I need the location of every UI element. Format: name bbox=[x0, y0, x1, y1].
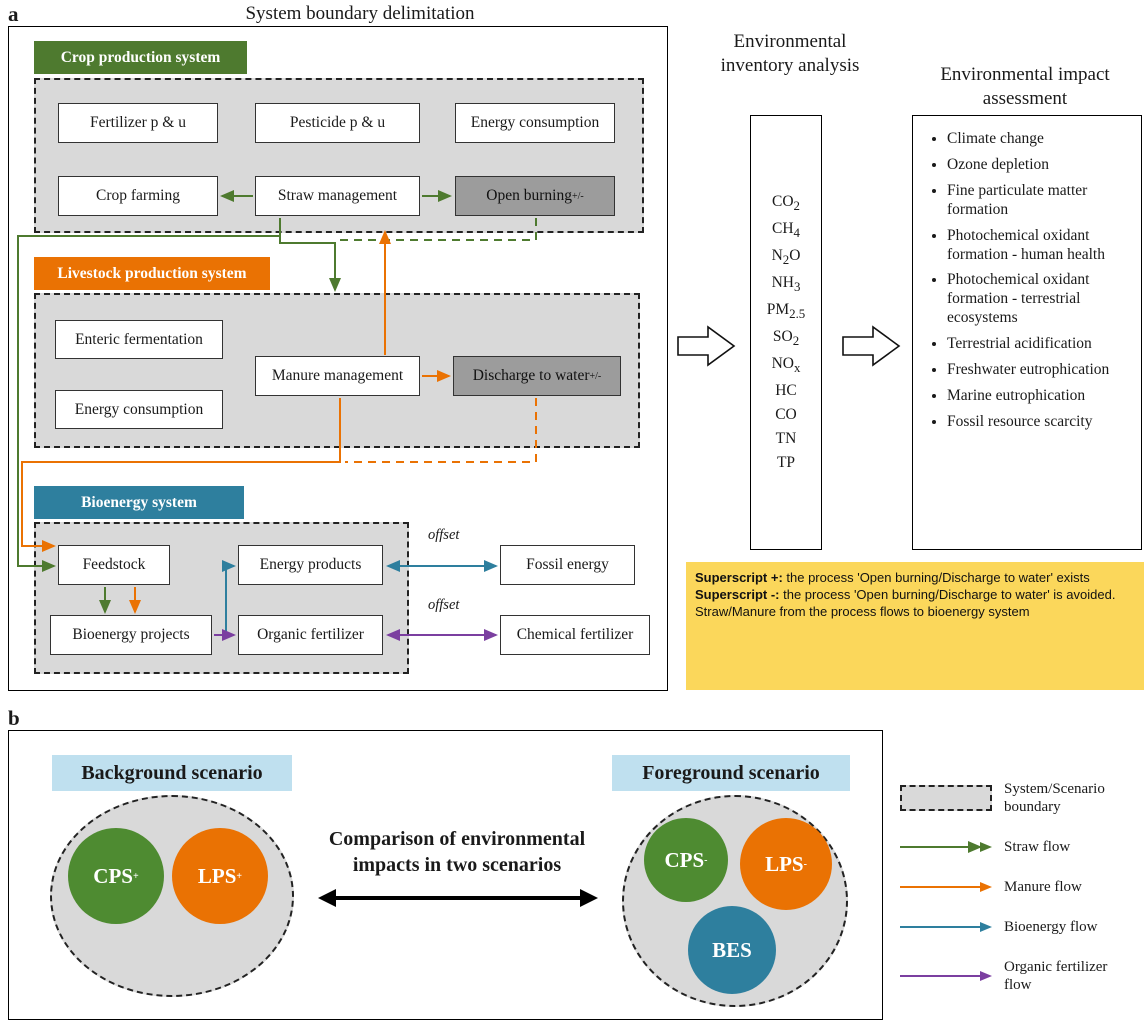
circle-cps-foreground bbox=[644, 818, 728, 902]
panel-a-arrows bbox=[0, 0, 700, 700]
box-fertilizer-label: Fertilizer p & u bbox=[90, 114, 186, 131]
box-energy-consumption-crop-label: Energy consumption bbox=[470, 114, 600, 131]
box-discharge-sup: +/- bbox=[589, 370, 602, 382]
note-line1-text: the process 'Open burning/Discharge to water' exists bbox=[782, 570, 1090, 585]
box-straw-management-label: Straw management bbox=[277, 187, 398, 204]
box-feedstock-label: Feedstock bbox=[82, 556, 146, 573]
legend-item-straw bbox=[900, 838, 1140, 856]
box-organic-fertilizer-label: Organic fertilizer bbox=[257, 626, 364, 643]
circle-bes-foreground bbox=[688, 906, 776, 994]
inventory-box bbox=[750, 115, 822, 550]
box-fossil-energy-label: Fossil energy bbox=[526, 556, 609, 573]
impact-item: • Fine particulate matter formation bbox=[947, 182, 1133, 220]
circle-cps-foreground-label: CPS bbox=[664, 847, 705, 872]
legend-bioenergy-arrow bbox=[900, 920, 992, 934]
inv-item: CO bbox=[775, 406, 797, 424]
impact-item: • Ozone depletion bbox=[947, 156, 1133, 175]
box-chemical-fertilizer-label: Chemical fertilizer bbox=[516, 626, 634, 643]
comparison-arrow bbox=[318, 885, 598, 911]
impact-item: • Climate change bbox=[947, 130, 1133, 149]
inv-item: $CO_2$ bbox=[772, 192, 800, 213]
inv-item: $PM_{2.5}$ bbox=[766, 301, 806, 322]
impact-item: • Photochemical oxidant formation - human health bbox=[947, 227, 1133, 265]
box-open-burning-label: Open burning bbox=[486, 187, 572, 204]
box-open-burning-sup: +/- bbox=[571, 190, 584, 202]
legend-item-fertilizer bbox=[900, 958, 1140, 994]
legend-fertilizer-label: Organic fertilizer flow bbox=[1004, 959, 1108, 993]
system-boundary-title: System boundary delimitation bbox=[245, 3, 475, 24]
inv-item: HC bbox=[775, 382, 797, 400]
inv-item: $N_2O$ bbox=[771, 246, 801, 267]
circle-lps-background-sup: + bbox=[236, 870, 243, 882]
legend-item-manure bbox=[900, 878, 1140, 896]
legend-manure-arrow bbox=[900, 880, 992, 894]
panel-b-label: b bbox=[8, 706, 20, 730]
circle-lps-background-label: LPS bbox=[197, 863, 237, 888]
circle-lps-foreground bbox=[740, 818, 832, 910]
inv-item: $CH_4$ bbox=[772, 219, 800, 240]
flow-arrow-2 bbox=[841, 325, 903, 367]
offset-label-fertilizer: offset bbox=[428, 597, 460, 613]
note-line2-bold: Superscript -: bbox=[695, 587, 780, 603]
box-manure-management-label: Manure management bbox=[271, 367, 404, 384]
impact-box bbox=[912, 115, 1142, 550]
circle-cps-background-sup: + bbox=[132, 870, 139, 882]
background-scenario-title bbox=[52, 755, 292, 791]
inv-item: $SO_2$ bbox=[772, 328, 800, 349]
box-pesticide-label: Pesticide p & u bbox=[289, 114, 386, 131]
legend-manure-label: Manure flow bbox=[1004, 879, 1082, 895]
impact-item: • Marine eutrophication bbox=[947, 387, 1133, 406]
impact-item: • Freshwater eutrophication bbox=[947, 361, 1133, 380]
box-crop-farming-label: Crop farming bbox=[96, 187, 180, 204]
circle-lps-foreground-sup: - bbox=[803, 858, 807, 870]
circle-bes-foreground-label: BES bbox=[712, 937, 752, 962]
superscript-note bbox=[686, 562, 1144, 690]
legend-fertilizer-arrow bbox=[900, 969, 992, 983]
legend-item-bioenergy bbox=[900, 918, 1140, 936]
comparison-text: Comparison of environmental impacts in two scenarios bbox=[328, 828, 586, 876]
impact-title: Environmental impact assessment bbox=[940, 64, 1110, 109]
circle-lps-foreground-label: LPS bbox=[765, 851, 804, 876]
note-line1-bold: Superscript +: bbox=[695, 570, 783, 585]
legend-boundary-label: System/Scenario boundary bbox=[1004, 781, 1105, 815]
circle-lps-background bbox=[172, 828, 268, 924]
inv-item: $NO_x$ bbox=[771, 355, 801, 376]
legend bbox=[900, 780, 1140, 994]
background-scenario-title-text: Background scenario bbox=[81, 761, 263, 784]
bioenergy-system-label-text: Bioenergy system bbox=[81, 493, 197, 511]
box-energy-consumption-livestock-label: Energy consumption bbox=[74, 400, 204, 418]
box-bioenergy-projects-label: Bioenergy projects bbox=[72, 626, 190, 643]
crop-system-label-text: Crop production system bbox=[60, 48, 221, 66]
note-line2-text: the process 'Open burning/Discharge to water' is avoided. Straw/Manure from the process flows to bioenergy system bbox=[695, 587, 1116, 620]
inventory-title: Environmental inventory analysis bbox=[720, 31, 860, 76]
impact-item: • Photochemical oxidant formation - terrestrial ecosystems bbox=[947, 271, 1133, 328]
foreground-scenario-title bbox=[612, 755, 850, 791]
inv-item: TN bbox=[775, 430, 797, 448]
legend-item-boundary bbox=[900, 780, 1140, 816]
livestock-system-label-text: Livestock production system bbox=[57, 264, 247, 282]
foreground-scenario-title-text: Foreground scenario bbox=[642, 761, 820, 784]
legend-straw-arrow bbox=[900, 840, 992, 854]
legend-bioenergy-label: Bioenergy flow bbox=[1004, 919, 1098, 935]
box-enteric-fermentation-label: Enteric fermentation bbox=[75, 330, 203, 348]
panel-a-label: a bbox=[8, 2, 19, 26]
impact-item: • Terrestrial acidification bbox=[947, 335, 1133, 354]
legend-boundary-swatch bbox=[900, 785, 992, 811]
impact-item: • Fossil resource scarcity bbox=[947, 413, 1133, 432]
circle-cps-background bbox=[68, 828, 164, 924]
inv-item: $NH_3$ bbox=[771, 273, 801, 295]
box-energy-products-label: Energy products bbox=[259, 556, 362, 573]
legend-straw-label: Straw flow bbox=[1004, 839, 1071, 855]
circle-cps-foreground-sup: - bbox=[704, 854, 708, 866]
circle-cps-background-label: CPS bbox=[93, 863, 133, 888]
offset-label-energy: offset bbox=[428, 527, 460, 543]
box-discharge-to-water-label: Discharge to water bbox=[472, 367, 590, 384]
flow-arrow-1 bbox=[676, 325, 738, 367]
inv-item: TP bbox=[776, 454, 796, 472]
